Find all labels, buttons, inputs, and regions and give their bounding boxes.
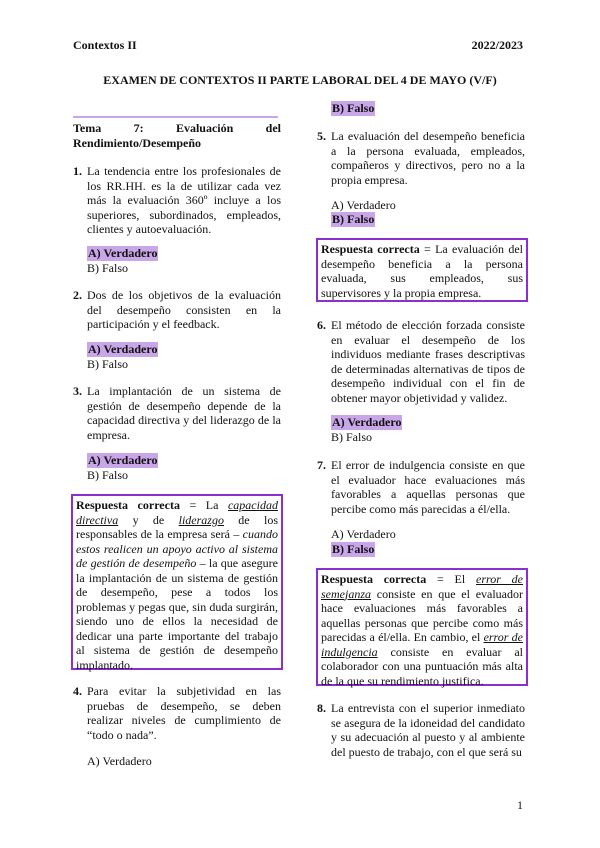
q3-answer-text-4: – la que asegure la implantación de un sistema de gestión de desempeño, pese a todos los problemas y pegas que, sin duda surgirán, siendo uno de ellos la necesidad de dedicar una parte importante del trabajo al sistema de gestión de desempeño implantado. <box>76 556 278 672</box>
page-number: 1 <box>517 798 523 812</box>
q8-number: 8. <box>317 701 326 715</box>
q7-answer-text-2: consiste en que el evaluador hace evaluaciones más favorables a aquellas personas que percibe como más parecidas a él/ella. En cambio, el <box>321 586 523 644</box>
q3-option-b: B) Falso <box>87 468 129 482</box>
q5-answer-box <box>316 238 528 302</box>
q7-answer-text-1: = El <box>426 572 476 586</box>
q2-number: 2. <box>73 288 82 302</box>
q7-option-b: B) Falso <box>332 542 375 556</box>
q2-option-a: A) Verdadero <box>88 342 158 356</box>
q7-option-a: A) Verdadero <box>331 527 396 541</box>
q8-text: La entrevista con el superior inmediato se asegura de la idoneidad del candidato y su adecuación al puesto y al ambiente del puesto de trabajo, con el que será su <box>331 701 525 759</box>
q5-option-b: B) Falso <box>332 212 375 226</box>
q6-option-b: B) Falso <box>331 430 373 444</box>
q3-answer-text-3: de los responsables de la empresa será – <box>76 512 278 541</box>
q3-answer-text-2: y de <box>118 512 179 527</box>
q3-answer-text-1: = La <box>179 498 228 512</box>
q7-number: 7. <box>317 458 326 472</box>
exam-title: EXAMEN DE CONTEXTOS II PARTE LABORAL DEL 4 DE MAYO (V/F) <box>103 73 497 87</box>
q3-text: La implantación de un sistema de gestión de desempeño depende de la capacidad directiva y del liderazgo de la empresa. <box>87 384 281 442</box>
q6-option-a: A) Verdadero <box>332 415 402 429</box>
q4-option-b: B) Falso <box>332 101 375 115</box>
q3-number: 3. <box>73 384 82 398</box>
q3-answer-label: Respuesta correcta <box>76 498 180 512</box>
q2-text: Dos de los objetivos de la evaluación del desempeño consisten en la participación y el feedback. <box>87 288 281 331</box>
q1-number: 1. <box>73 164 82 178</box>
q4-number: 4. <box>73 684 82 698</box>
q7-answer-term-1: error de semejanza <box>321 572 524 601</box>
q3-answer-box <box>71 494 283 670</box>
q7-answer-box <box>316 568 528 686</box>
q5-text: La evaluación del desempeño beneficia a la persona evaluada, empleados, compañeros y directivos, pero no a la propia empresa. <box>331 129 525 187</box>
q4-text: Para evitar la subjetividad en las pruebas de desempeño, se deben realizar niveles de cumplimiento de “todo o nada”. <box>87 684 281 742</box>
q1-text: La tendencia entre los profesionales de los RR.HH. es la de utilizar cada vez más la evaluación 360º incluye a los superiores, subordinados, empleados, clientes y autoevaluación. <box>87 164 281 236</box>
q3-option-a: A) Verdadero <box>88 453 158 467</box>
q5-answer-text: = La evaluación del desempeño beneficia a la persona evaluada, sus empleados, sus supervisores y la propia empresa. <box>321 242 523 300</box>
q6-number: 6. <box>317 318 326 332</box>
q5-number: 5. <box>317 129 326 143</box>
topic-rule <box>73 116 278 118</box>
q7-answer-term-2: error de indulgencia <box>321 630 523 659</box>
q3-answer-term-1: capacidad directiva <box>76 498 278 527</box>
q4-option-a: A) Verdadero <box>87 754 152 768</box>
q7-text: El error de indulgencia consiste en que el evaluador hace evaluaciones más favorables a aquellas personas que percibe como más parecidas a él/ella. <box>331 458 525 516</box>
q7-answer-label: Respuesta correcta <box>321 572 427 586</box>
q5-option-a: A) Verdadero <box>331 198 396 212</box>
header-right: 2022/2023 <box>471 38 523 52</box>
q6-text: El método de elección forzada consiste en evaluar el desempeño de los individuos mediante frases descriptivas de determinadas alternativas de tipos de desempeño individual con el fin de obtener mayor objetividad y validez. <box>331 318 525 405</box>
q3-answer-term-2: liderazgo <box>178 512 224 527</box>
q1-option-a: A) Verdadero <box>88 246 158 260</box>
q3-answer-italic: cuando estos realicen un apoyo activo al sistema de gestión de desempeño <box>76 527 278 570</box>
q7-answer-text-3: consiste en evaluar al colaborador con una puntuación más alta de la que su rendimiento justifica. <box>321 644 523 688</box>
q5-answer-label: Respuesta correcta <box>321 242 420 256</box>
topic-heading: Tema 7: Evaluación del Rendimiento/Desempeño <box>73 121 281 150</box>
header-left: Contextos II <box>73 38 137 52</box>
q2-option-b: B) Falso <box>87 357 129 371</box>
q1-option-b: B) Falso <box>87 261 129 275</box>
